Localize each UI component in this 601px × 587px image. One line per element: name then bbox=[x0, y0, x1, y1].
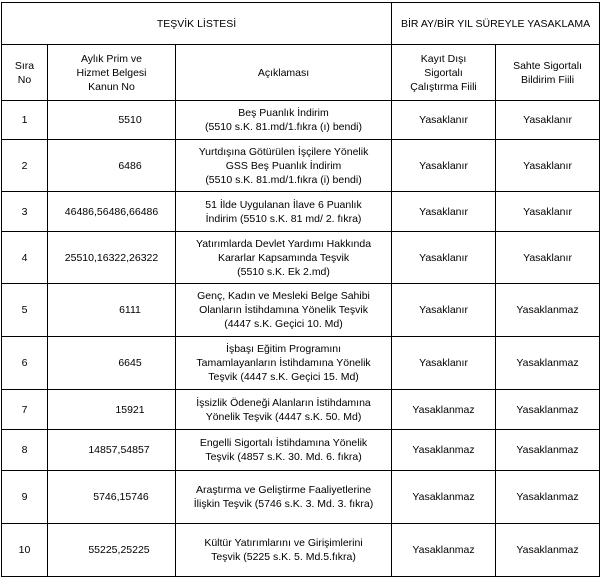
row-aciklama: İşbaşı Eğitim Programını Tamamlayanların İstihdamına Yönelik Teşvik (4447 s.K. Geçici 15. Md) bbox=[176, 337, 392, 390]
table-row bbox=[2, 192, 600, 232]
row-sahte: Yasaklanmaz bbox=[496, 524, 600, 577]
table-row bbox=[2, 232, 600, 284]
row-kanun: 55225,25225 bbox=[48, 524, 176, 577]
row-kayit-disi: Yasaklanır bbox=[392, 101, 496, 140]
row-kanun: 15921 bbox=[48, 390, 176, 430]
row-kayit-disi: Yasaklanır bbox=[392, 337, 496, 390]
row-sahte: Yasaklanmaz bbox=[496, 430, 600, 471]
row-kayit-disi: Yasaklanmaz bbox=[392, 390, 496, 430]
table-row bbox=[2, 524, 600, 577]
row-sahte: Yasaklanır bbox=[496, 140, 600, 192]
row-sahte: Yasaklanmaz bbox=[496, 337, 600, 390]
col-header-sahte: Sahte Sigortalı Bildirim Fiili bbox=[496, 45, 600, 101]
row-kayit-disi: Yasaklanır bbox=[392, 232, 496, 284]
row-aciklama: İşsizlik Ödeneği Alanların İstihdamına Yönelik Teşvik (4447 s.K. 50. Md) bbox=[176, 390, 392, 430]
row-kanun: 46486,56486,66486 bbox=[48, 192, 176, 232]
row-no: 6 bbox=[2, 337, 48, 390]
col-header-aciklama: Açıklaması bbox=[176, 45, 392, 101]
row-kayit-disi: Yasaklanmaz bbox=[392, 471, 496, 524]
row-no: 2 bbox=[2, 140, 48, 192]
row-sahte: Yasaklanır bbox=[496, 101, 600, 140]
row-aciklama: Yurtdışına Götürülen İşçilere Yönelik GSS Beş Puanlık İndirim (5510 s.K. 81.md/1.fıkra (i) bendi) bbox=[176, 140, 392, 192]
row-kayit-disi: Yasaklanmaz bbox=[392, 524, 496, 577]
row-aciklama: Kültür Yatırımlarını ve Girişimlerini Teşvik (5225 s.K. 5. Md.5.fıkra) bbox=[176, 524, 392, 577]
table-row bbox=[2, 284, 600, 337]
row-kanun: 5746,15746 bbox=[48, 471, 176, 524]
row-no: 3 bbox=[2, 192, 48, 232]
table-row bbox=[2, 430, 600, 471]
row-sahte: Yasaklanmaz bbox=[496, 390, 600, 430]
row-kanun: 14857,54857 bbox=[48, 430, 176, 471]
table-row bbox=[2, 140, 600, 192]
row-no: 8 bbox=[2, 430, 48, 471]
row-no: 9 bbox=[2, 471, 48, 524]
table-row bbox=[2, 390, 600, 430]
row-kanun: 6486 bbox=[48, 140, 176, 192]
row-no: 5 bbox=[2, 284, 48, 337]
row-kayit-disi: Yasaklanır bbox=[392, 284, 496, 337]
row-kanun: 25510,16322,26322 bbox=[48, 232, 176, 284]
table-row bbox=[2, 471, 600, 524]
row-aciklama: Beş Puanlık İndirim (5510 s.K. 81.md/1.fıkra (ı) bendi) bbox=[176, 101, 392, 140]
row-kanun: 6645 bbox=[48, 337, 176, 390]
row-aciklama: 51 İlde Uygulanan İlave 6 Puanlık İndirim (5510 s.K. 81 md/ 2. fıkra) bbox=[176, 192, 392, 232]
row-kayit-disi: Yasaklanır bbox=[392, 192, 496, 232]
row-sahte: Yasaklanır bbox=[496, 192, 600, 232]
table-title: TEŞVİK LİSTESİ bbox=[2, 3, 392, 45]
row-kayit-disi: Yasaklanır bbox=[392, 140, 496, 192]
ban-header: BİR AY/BİR YIL SÜREYLE YASAKLAMA bbox=[392, 3, 600, 45]
table-row bbox=[2, 101, 600, 140]
row-aciklama: Genç, Kadın ve Mesleki Belge Sahibi Olanların İstihdamına Yönelik Teşvik (4447 s.K. Geçici 10. Md) bbox=[176, 284, 392, 337]
tesvik-table bbox=[1, 2, 600, 577]
col-header-kayit-disi: Kayıt Dışı Sigortalı Çalıştırma Fiili bbox=[392, 45, 496, 101]
row-no: 7 bbox=[2, 390, 48, 430]
row-kanun: 5510 bbox=[48, 101, 176, 140]
row-sahte: Yasaklanmaz bbox=[496, 471, 600, 524]
row-no: 10 bbox=[2, 524, 48, 577]
row-no: 1 bbox=[2, 101, 48, 140]
row-sahte: Yasaklanmaz bbox=[496, 284, 600, 337]
table-row bbox=[2, 337, 600, 390]
row-sahte: Yasaklanır bbox=[496, 232, 600, 284]
row-kanun: 6111 bbox=[48, 284, 176, 337]
row-kayit-disi: Yasaklanmaz bbox=[392, 430, 496, 471]
col-header-kanun: Aylık Prim ve Hizmet Belgesi Kanun No bbox=[48, 45, 176, 101]
col-header-sira: Sıra No bbox=[2, 45, 48, 101]
row-no: 4 bbox=[2, 232, 48, 284]
row-aciklama: Engelli Sigortalı İstihdamına Yönelik Teşvik (4857 s.K. 30. Md. 6. fıkra) bbox=[176, 430, 392, 471]
row-aciklama: Araştırma ve Geliştirme Faaliyetlerine İlişkin Teşvik (5746 s.K. 3. Md. 3. fıkra) bbox=[176, 471, 392, 524]
row-aciklama: Yatırımlarda Devlet Yardımı Hakkında Kararlar Kapsamında Teşvik (5510 s.K. Ek 2.md) bbox=[176, 232, 392, 284]
